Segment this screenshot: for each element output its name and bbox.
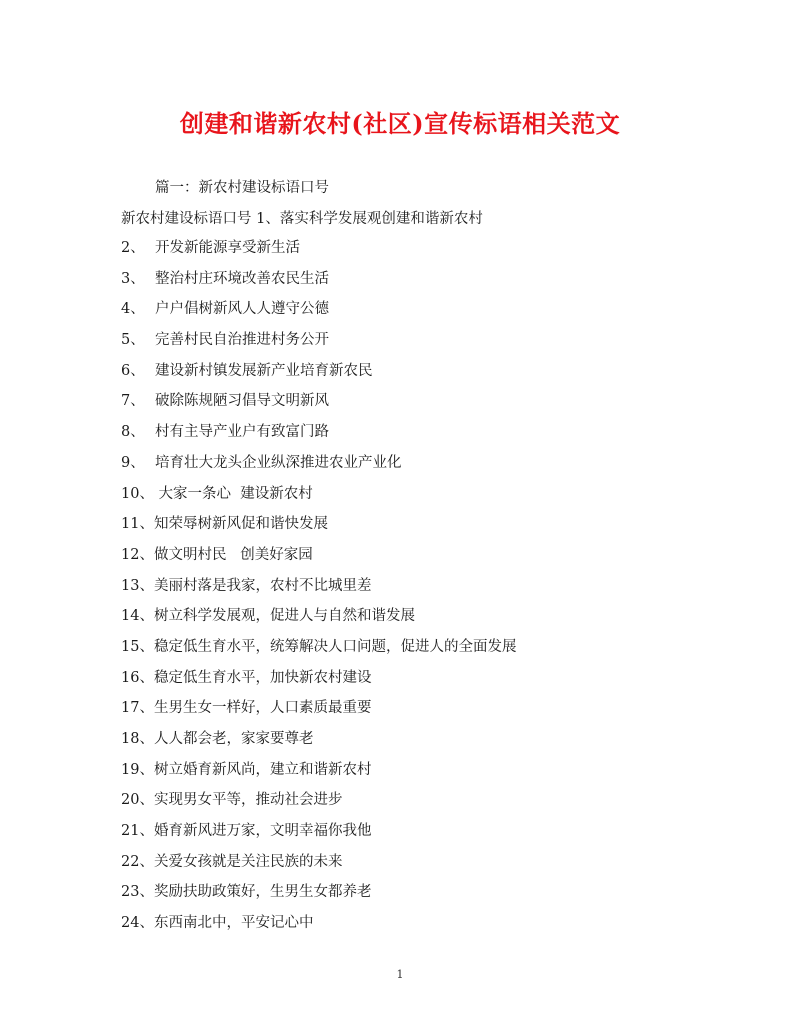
- list-item: [121, 698, 516, 729]
- list-item: [121, 484, 516, 515]
- list-item: [121, 391, 516, 422]
- list-item: [121, 238, 516, 269]
- list-item-text: 知荣辱树新风促和谐快发展: [153, 516, 328, 533]
- list-item-number: 6、: [121, 362, 145, 379]
- list-item: [121, 637, 516, 668]
- slogan-list: [121, 238, 516, 944]
- list-item-number: 9、: [121, 454, 145, 471]
- list-item-number: 12、: [121, 546, 154, 563]
- list-item-text: 大家一条心 建设新农村: [153, 485, 313, 502]
- list-item-number: 2、: [121, 240, 145, 256]
- list-item: [121, 852, 516, 883]
- list-item: [121, 668, 516, 699]
- list-item-number: 24、: [121, 915, 154, 932]
- list-item-text: 村有主导产业户有致富门路: [155, 424, 329, 441]
- list-item: [121, 330, 516, 361]
- list-item: [121, 453, 516, 484]
- list-item: [121, 790, 516, 821]
- list-item: [121, 545, 516, 576]
- list-item: [121, 361, 516, 392]
- list-item-text: 生男生女一样好，人口素质最重要: [153, 700, 372, 717]
- list-item-number: 19、: [121, 761, 154, 778]
- list-item-number: 16、: [121, 669, 154, 686]
- list-item-number: 5、: [121, 332, 145, 349]
- list-item-text: 建设新村镇发展新产业培育新农民: [155, 362, 373, 379]
- list-item: [121, 821, 516, 852]
- list-item-number: 7、: [121, 393, 145, 410]
- list-item-text: 户户倡树新风人人遵守公德: [155, 301, 329, 318]
- list-item: [121, 269, 516, 300]
- list-item-text: 东西南北中，平安记心中: [153, 915, 314, 932]
- list-item-text: 树立婚育新风尚，建立和谐新农村: [153, 761, 372, 778]
- list-item-number: 22、: [121, 853, 154, 870]
- list-item-number: 10、: [121, 485, 154, 502]
- list-item-number: 15、: [121, 638, 154, 655]
- list-item-text: 稳定低生育水平，加快新农村建设: [153, 669, 372, 686]
- list-item: [121, 514, 516, 545]
- list-item-number: 13、: [121, 577, 154, 594]
- list-item-text: 关爱女孩就是关注民族的未来: [153, 853, 343, 870]
- list-item-number: 17、: [121, 700, 154, 717]
- list-item-text: 培育壮大龙头企业纵深推进农业产业化: [155, 454, 402, 471]
- list-item-number: 14、: [121, 608, 154, 625]
- list-item-text: 完善村民自治推进村务公开: [155, 332, 329, 349]
- list-item-number: 18、: [121, 731, 154, 747]
- list-item-number: 11、: [121, 516, 154, 533]
- list-item-text: 实现男女平等，推动社会进步: [153, 792, 343, 809]
- list-item: [121, 882, 516, 913]
- page-title: 创建和谐新农村(社区)宣传标语相关范文: [179, 109, 621, 138]
- list-item: [121, 729, 516, 760]
- list-item-text: 树立科学发展观，促进人与自然和谐发展: [153, 608, 415, 625]
- list-item-number: 3、: [121, 270, 145, 287]
- list-item: [121, 299, 516, 330]
- list-item-text: 做文明村民 创美好家园: [153, 546, 313, 563]
- list-item-text: 婚育新风进万家，文明幸福你我他: [153, 823, 372, 840]
- list-item: [121, 913, 516, 944]
- list-item-text: 稳定低生育水平，统筹解决人口问题，促进人的全面发展: [153, 638, 517, 655]
- list-item-number: 20、: [121, 792, 154, 809]
- list-item-number: 23、: [121, 884, 154, 901]
- list-item-text: 整治村庄环境改善农民生活: [155, 270, 329, 287]
- intro-line: 新农村建设标语口号 1、落实科学发展观创建和谐新农村: [121, 211, 483, 227]
- list-item-text: 奖励扶助政策好，生男生女都养老: [153, 884, 372, 901]
- list-item: [121, 760, 516, 791]
- list-item-number: 8、: [121, 424, 145, 441]
- list-item-number: 4、: [121, 301, 145, 318]
- list-item: [121, 422, 516, 453]
- list-item-text: 开发新能源享受新生活: [155, 240, 300, 256]
- page-number: 1: [396, 968, 404, 981]
- section-heading: 篇一：新农村建设标语口号: [155, 180, 329, 196]
- list-item-number: 21、: [121, 823, 154, 840]
- list-item-text: 美丽村落是我家，农村不比城里差: [153, 577, 372, 594]
- list-item: [121, 576, 516, 607]
- list-item: [121, 606, 516, 637]
- list-item-text: 破除陈规陋习倡导文明新风: [155, 393, 329, 410]
- list-item-text: 人人都会老，家家要尊老: [153, 731, 314, 747]
